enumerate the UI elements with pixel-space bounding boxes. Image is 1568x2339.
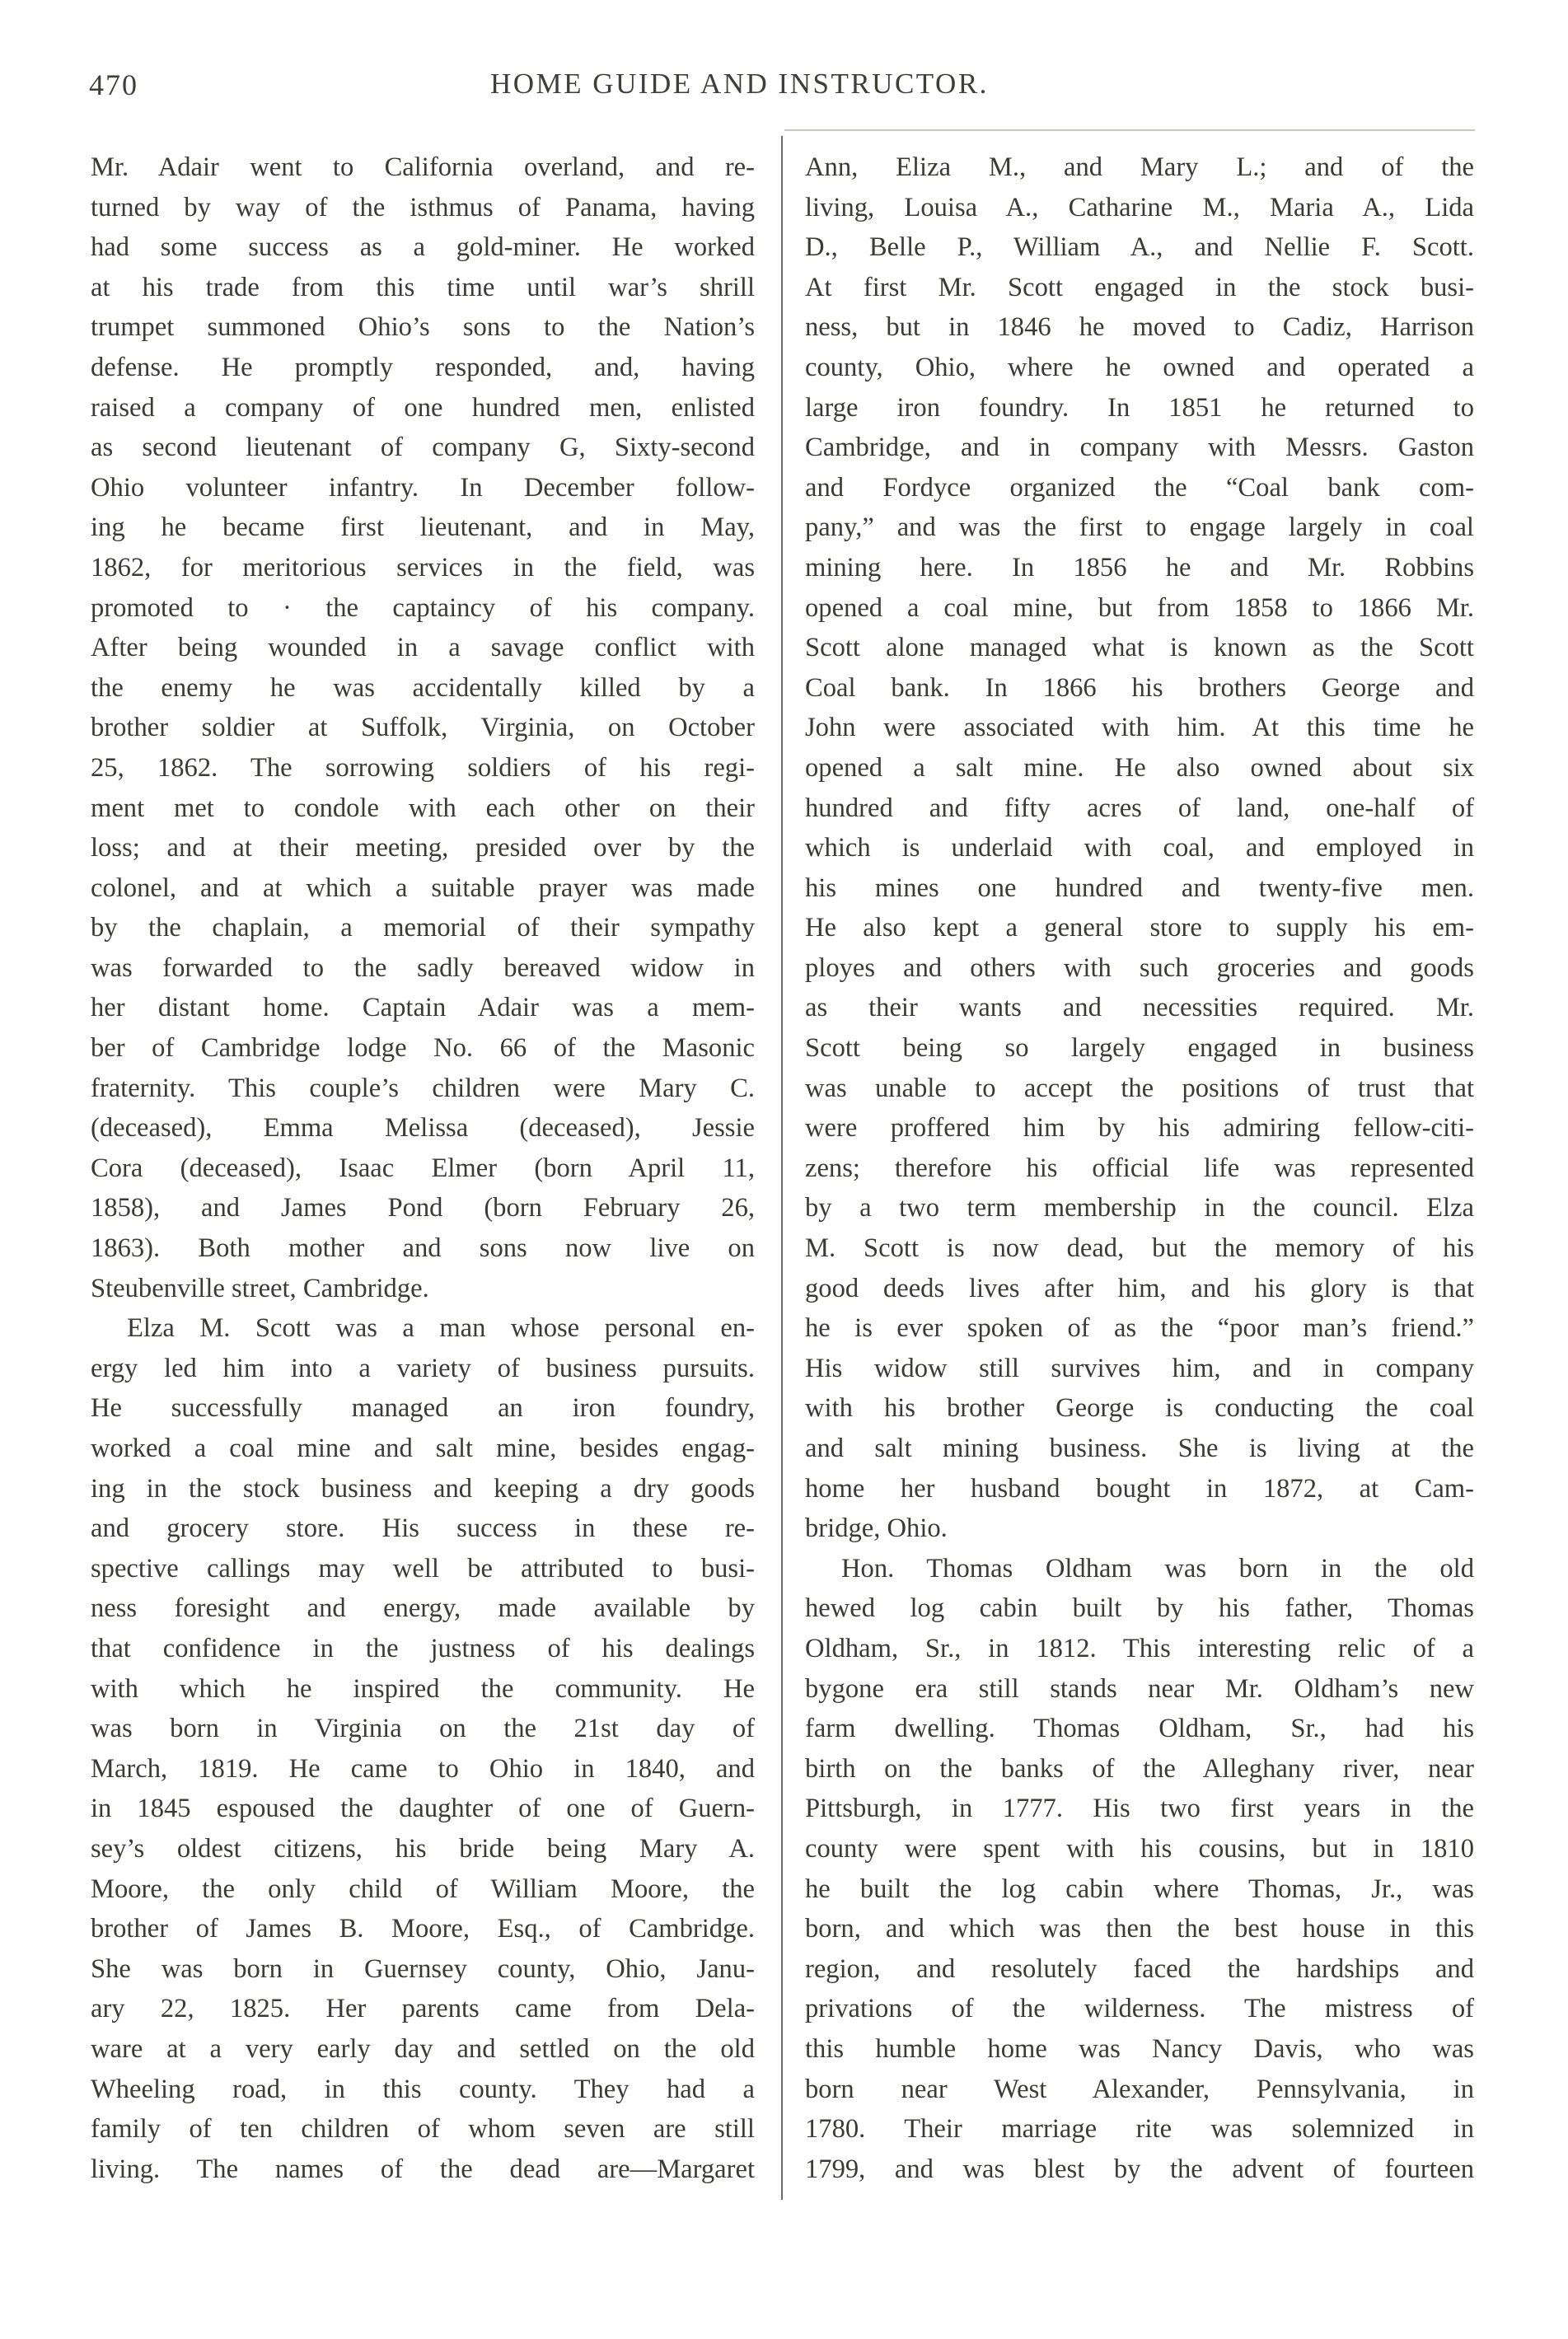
text-line: was unable to accept the positions of trust that	[805, 1073, 1474, 1103]
text-line: Mr. Adair went to California overland, and re-	[91, 152, 755, 182]
text-line: pany,” and was the first to engage largely in coal	[805, 512, 1474, 543]
text-line: and salt mining business. She is living at the	[805, 1434, 1474, 1463]
text-line: hewed log cabin built by his father, Thomas	[805, 1593, 1474, 1624]
text-line: ing in the stock business and keeping a dry goods	[91, 1473, 755, 1504]
text-line: Coal bank. In 1866 his brothers George and	[805, 672, 1474, 703]
text-line: brother soldier at Suffolk, Virginia, on October	[91, 713, 755, 743]
text-line: 1780. Their marriage rite was solemnized in	[805, 2114, 1474, 2145]
text-line: family of ten children of whom seven are still	[91, 2114, 755, 2145]
text-line: promoted to · the captaincy of his company.	[91, 592, 755, 623]
text-line: large iron foundry. In 1851 he returned to	[805, 392, 1474, 423]
column-divider	[781, 136, 783, 2200]
text-line: privations of the wilderness. The mistress of	[805, 1994, 1474, 2024]
page-number: 470	[89, 68, 138, 101]
text-line: the enemy he was accidentally killed by a	[91, 672, 755, 703]
text-line: and Fordyce organized the “Coal bank com-	[805, 472, 1474, 503]
text-line: ware at a very early day and settled on the old	[91, 2033, 755, 2064]
text-line: in 1845 espoused the daughter of one of Guern-	[91, 1794, 755, 1824]
text-line: March, 1819. He came to Ohio in 1840, and	[91, 1753, 755, 1784]
text-line: opened a salt mine. He also owned about six	[805, 752, 1474, 783]
text-line: he is ever spoken of as the “poor man’s friend.”	[805, 1313, 1474, 1344]
text-line: born near West Alexander, Pennsylvania, in	[805, 2074, 1474, 2104]
text-line: had some success as a gold-miner. He worked	[91, 232, 755, 263]
text-line: John were associated with him. At this time he	[805, 713, 1474, 743]
text-line: Cora (deceased), Isaac Elmer (born April 11,	[91, 1153, 755, 1183]
text-line: ness foresight and energy, made available by	[91, 1593, 755, 1624]
text-line: living. The names of the dead are—Margaret	[91, 2154, 755, 2184]
text-line: brother of James B. Moore, Esq., of Cambridge.	[91, 1914, 755, 1944]
text-line: D., Belle P., William A., and Nellie F. Scott.	[805, 232, 1474, 263]
text-line: 1799, and was blest by the advent of fourteen	[805, 2154, 1474, 2184]
text-line: and grocery store. His success in these re-	[91, 1513, 755, 1544]
text-line: born, and which was then the best house in this	[805, 1914, 1474, 1944]
text-line: colonel, and at which a suitable prayer was made	[91, 872, 755, 903]
text-line: Moore, the only child of William Moore, the	[91, 1874, 755, 1904]
text-line: turned by way of the isthmus of Panama, having	[91, 192, 755, 222]
text-line: living, Louisa A., Catharine M., Maria A., Lida	[805, 192, 1474, 222]
right-column	[805, 147, 1474, 2189]
text-line: was forwarded to the sadly bereaved widow in	[91, 952, 755, 983]
text-line: Pittsburgh, in 1777. His two first years in the	[805, 1794, 1474, 1824]
text-line: Ohio volunteer infantry. In December follow-	[91, 472, 755, 503]
text-line: zens; therefore his official life was represented	[805, 1153, 1474, 1183]
text-line: as their wants and necessities required. Mr.	[805, 993, 1474, 1023]
text-line: ployes and others with such groceries and goods	[805, 952, 1474, 983]
text-line: ber of Cambridge lodge No. 66 of the Masonic	[91, 1033, 755, 1064]
text-line: region, and resolutely faced the hardships and	[805, 1953, 1474, 1984]
paragraph-start-line: Hon. Thomas Oldham was born in the old	[841, 1553, 1474, 1584]
text-line: her distant home. Captain Adair was a mem-	[91, 993, 755, 1023]
text-line: spective callings may well be attributed to busi-	[91, 1553, 755, 1584]
text-line: raised a company of one hundred men, enlisted	[91, 392, 755, 423]
text-line: 1863). Both mother and sons now live on	[91, 1233, 755, 1264]
text-line: defense. He promptly responded, and, having	[91, 352, 755, 382]
text-line: by a two term membership in the council. Elza	[805, 1193, 1474, 1223]
text-line: ary 22, 1825. Her parents came from Dela-	[91, 1994, 755, 2024]
text-line: At first Mr. Scott engaged in the stock busi-	[805, 272, 1474, 302]
text-line: he built the log cabin where Thomas, Jr., was	[805, 1874, 1474, 1904]
text-line: Scott being so largely engaged in business	[805, 1033, 1474, 1064]
text-line: She was born in Guernsey county, Ohio, Janu-	[91, 1953, 755, 1984]
text-line: bridge, Ohio.	[805, 1513, 948, 1544]
text-line: by the chaplain, a memorial of their sympathy	[91, 913, 755, 943]
text-line: opened a coal mine, but from 1858 to 1866 Mr.	[805, 592, 1474, 623]
text-line: hundred and fifty acres of land, one-half of	[805, 793, 1474, 823]
text-line: good deeds lives after him, and his glory is that	[805, 1273, 1474, 1303]
text-line: his mines one hundred and twenty-five men.	[805, 872, 1474, 903]
text-line: After being wounded in a savage conflict with	[91, 633, 755, 663]
text-line: (deceased), Emma Melissa (deceased), Jessie	[91, 1113, 755, 1144]
text-line: ment met to condole with each other on their	[91, 793, 755, 823]
paragraph-start-line: Elza M. Scott was a man whose personal en-	[127, 1313, 755, 1344]
text-line: His widow still survives him, and in company	[805, 1353, 1474, 1383]
text-line: ness, but in 1846 he moved to Cadiz, Harrison	[805, 312, 1474, 343]
text-line: fraternity. This couple’s children were Mary C.	[91, 1073, 755, 1103]
text-line: with his brother George is conducting the coal	[805, 1393, 1474, 1424]
text-line: county were spent with his cousins, but in 1810	[805, 1833, 1474, 1864]
text-line: Steubenville street, Cambridge.	[91, 1273, 429, 1303]
text-line: with which he inspired the community. He	[91, 1673, 755, 1704]
text-line: He also kept a general store to supply his em-	[805, 913, 1474, 943]
text-line: were proffered him by his admiring fellow-citi-	[805, 1113, 1474, 1144]
text-line: this humble home was Nancy Davis, who was	[805, 2033, 1474, 2064]
text-line: 25, 1862. The sorrowing soldiers of his regi-	[91, 752, 755, 783]
header-rule	[784, 129, 1475, 131]
text-line: Cambridge, and in company with Messrs. Gaston	[805, 433, 1474, 463]
text-line: was born in Virginia on the 21st day of	[91, 1714, 755, 1744]
text-line: home her husband bought in 1872, at Cam-	[805, 1473, 1474, 1504]
page-header	[0, 64, 1568, 114]
text-line: Oldham, Sr., in 1812. This interesting relic of a	[805, 1633, 1474, 1663]
text-line: as second lieutenant of company G, Sixty-second	[91, 433, 755, 463]
text-line: loss; and at their meeting, presided over by the	[91, 833, 755, 863]
text-line: trumpet summoned Ohio’s sons to the Nation’s	[91, 312, 755, 343]
text-line: birth on the banks of the Alleghany river, near	[805, 1753, 1474, 1784]
text-line: at his trade from this time until war’s shrill	[91, 272, 755, 302]
text-line: worked a coal mine and salt mine, besides engag-	[91, 1434, 755, 1463]
text-line: Scott alone managed what is known as the Scott	[805, 633, 1474, 663]
text-line: which is underlaid with coal, and employed in	[805, 833, 1474, 863]
text-line: 1862, for meritorious services in the field, was	[91, 552, 755, 582]
text-line: sey’s oldest citizens, his bride being Mary A.	[91, 1833, 755, 1864]
text-line: ergy led him into a variety of business pursuits.	[91, 1353, 755, 1383]
text-line: that confidence in the justness of his dealings	[91, 1633, 755, 1663]
text-line: Wheeling road, in this county. They had a	[91, 2074, 755, 2104]
running-head: HOME GUIDE AND INSTRUCTOR.	[490, 68, 989, 100]
text-line: mining here. In 1856 he and Mr. Robbins	[805, 552, 1474, 582]
text-line: 1858), and James Pond (born February 26,	[91, 1193, 755, 1223]
text-line: county, Ohio, where he owned and operated a	[805, 352, 1474, 382]
text-line: He successfully managed an iron foundry,	[91, 1393, 755, 1424]
text-line: M. Scott is now dead, but the memory of his	[805, 1233, 1474, 1264]
text-line: farm dwelling. Thomas Oldham, Sr., had his	[805, 1714, 1474, 1744]
text-line: ing he became first lieutenant, and in May,	[91, 512, 755, 543]
left-column	[91, 147, 755, 2189]
text-line: Ann, Eliza M., and Mary L.; and of the	[805, 152, 1474, 182]
text-line: bygone era still stands near Mr. Oldham’s new	[805, 1673, 1474, 1704]
